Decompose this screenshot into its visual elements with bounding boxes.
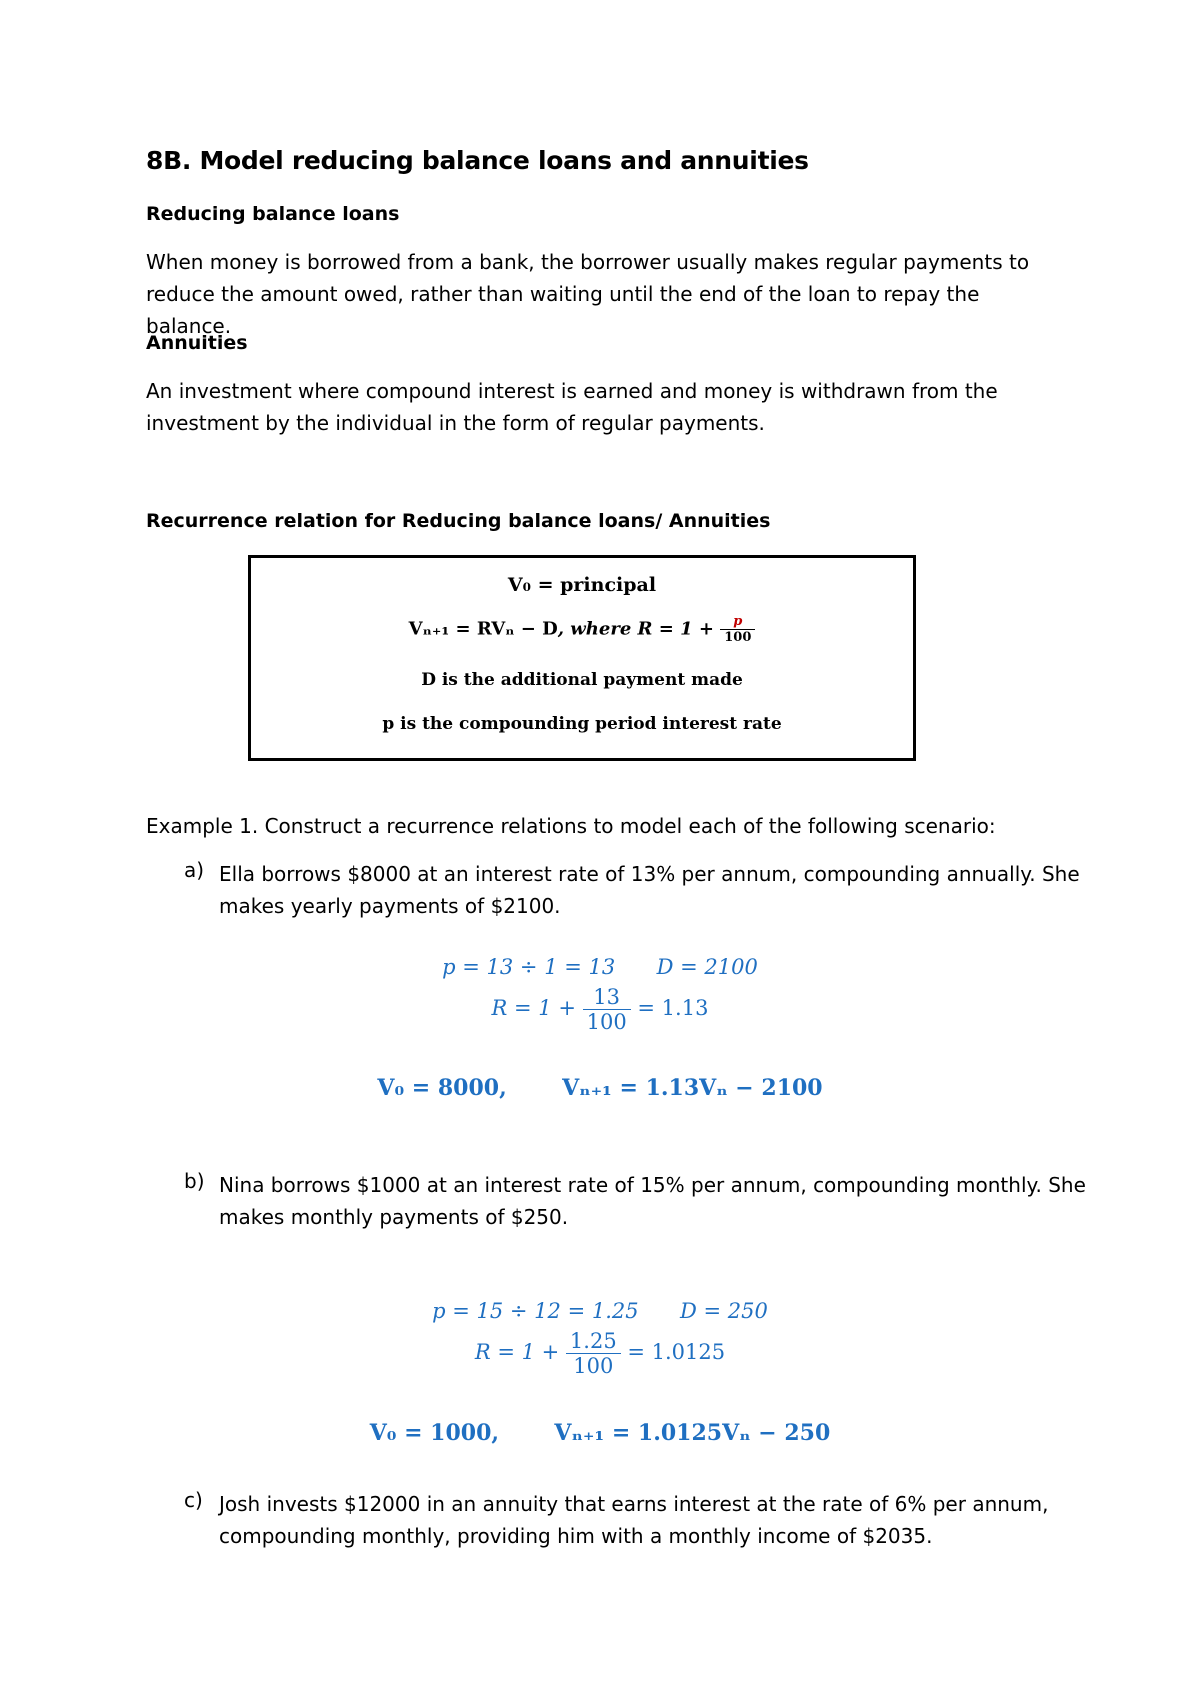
part-a-p-d-line <box>0 955 1200 979</box>
reducing-text: When money is borrowed from a bank, the borrower usually makes regular payments to reduce the amount owed, rather than waiting until the end of the loan to repay the balance. <box>146 250 1030 338</box>
part-b-r-line <box>0 1329 1200 1378</box>
part-b-r-suffix: = 1.0125 <box>627 1340 726 1364</box>
part-a-p-line: p = 13 ÷ 1 = 13 <box>442 955 616 979</box>
part-a-d-line: D = 2100 <box>656 955 758 979</box>
part-a-result <box>0 1075 1200 1101</box>
part-a-r-suffix: = 1.13 <box>637 996 709 1020</box>
box-fraction-num: p <box>733 614 743 629</box>
part-b-vn: Vₙ₊₁ = 1.0125Vₙ − 250 <box>554 1420 831 1446</box>
part-a-label: a) <box>184 858 205 882</box>
box-fraction <box>720 614 755 645</box>
part-b-p-d-line <box>0 1299 1200 1323</box>
part-b-r-prefix: R = 1 + <box>474 1340 560 1364</box>
box-fraction-den: 100 <box>720 629 755 645</box>
reducing-heading: Reducing balance loans <box>146 203 400 225</box>
part-a-r-num: 13 <box>593 985 621 1009</box>
part-a-r-line <box>0 985 1200 1034</box>
page-title: 8B. Model reducing balance loans and annuities <box>146 146 809 175</box>
example-intro: Example 1. Construct a recurrence relations to model each of the following scenario: <box>146 814 996 838</box>
part-c-text: Josh invests $12000 in an annuity that earns interest at the rate of 6% per annum, compounding monthly, providing him with a monthly income of $2035. <box>219 1492 1049 1548</box>
box-line-recurrence <box>251 614 913 645</box>
part-a-r-fraction <box>583 985 631 1034</box>
part-b-text: Nina borrows $1000 at an interest rate of 15% per annum, compounding monthly. She makes monthly payments of $250. <box>219 1173 1086 1229</box>
part-b-r-num: 1.25 <box>569 1329 617 1353</box>
part-a-r-den: 100 <box>583 1009 631 1034</box>
annuities-heading: Annuities <box>146 332 248 354</box>
annuities-text: An investment where compound interest is earned and money is withdrawn from the investment by the individual in the form of regular payments. <box>146 379 998 435</box>
recurrence-heading: Recurrence relation for Reducing balance loans/ Annuities <box>146 510 771 532</box>
part-b-result <box>0 1420 1200 1446</box>
box-line-p-definition: p is the compounding period interest rate <box>382 714 782 734</box>
box-recurrence-where: , where R = 1 + <box>557 618 714 640</box>
part-a-v0: V₀ = 8000, <box>377 1075 507 1101</box>
part-c-label: c) <box>184 1488 203 1512</box>
part-b-label: b) <box>184 1169 205 1193</box>
part-b-v0: V₀ = 1000, <box>369 1420 500 1446</box>
part-b-p-line: p = 15 ÷ 12 = 1.25 <box>432 1299 639 1323</box>
box-recurrence-lhs: Vₙ₊₁ = RVₙ − D <box>408 618 558 640</box>
part-a-r-prefix: R = 1 + <box>491 996 576 1020</box>
part-b-d-line: D = 250 <box>679 1299 768 1323</box>
part-b-r-den: 100 <box>566 1353 621 1378</box>
part-a-vn: Vₙ₊₁ = 1.13Vₙ − 2100 <box>562 1075 823 1101</box>
part-b-r-fraction <box>566 1329 621 1378</box>
formula-box <box>248 555 916 761</box>
box-line-principal: V₀ = principal <box>507 574 657 596</box>
box-line-d-definition: D is the additional payment made <box>421 670 743 690</box>
part-a-text: Ella borrows $8000 at an interest rate of 13% per annum, compounding annually. She makes yearly payments of $2100. <box>219 862 1080 918</box>
